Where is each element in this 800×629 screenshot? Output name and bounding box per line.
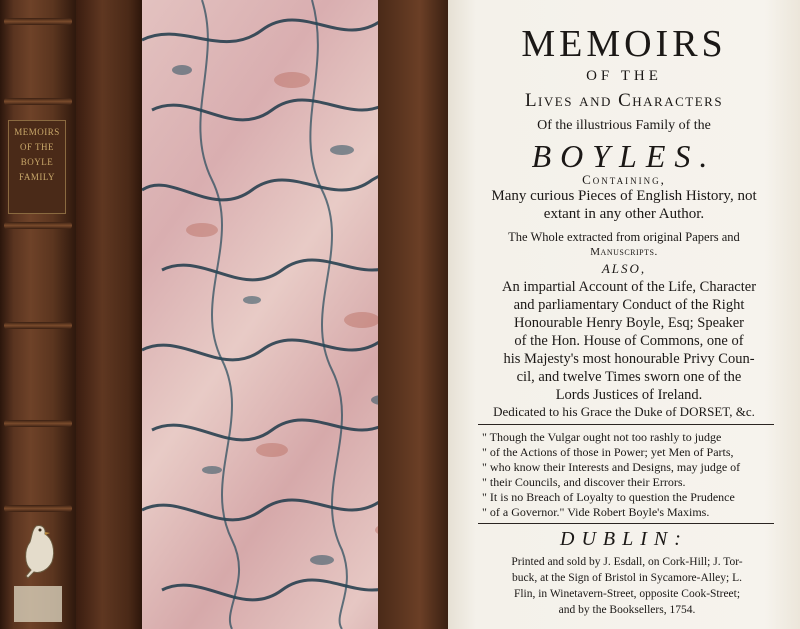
bird-bookplate-icon [18, 520, 60, 580]
spine-band [4, 420, 72, 427]
leather-board-edge [76, 0, 142, 629]
account-line-last: Lords Justices of Ireland. [555, 387, 703, 403]
rule-top [478, 424, 774, 425]
book-spine [0, 0, 76, 629]
imprint-place: DUBLIN: [560, 528, 688, 550]
imprint-line: and by the Booksellers, 1754. [558, 604, 696, 616]
account-line: An impartial Account of the Life, Character [501, 279, 757, 295]
dedication: Dedicated to his Grace the Duke of DORSET, &c. [493, 404, 755, 419]
account-line: cil, and twelve Times sworn one of the [516, 369, 742, 385]
account-line: and parliamentary Conduct of the Right [513, 297, 745, 313]
account-line: his Majesty's most honourable Privy Coun- [503, 351, 755, 367]
spine-band [4, 505, 72, 512]
spine-band [4, 18, 72, 25]
spine-paper-tag [14, 586, 62, 622]
title-memoirs: MEMOIRS [521, 23, 727, 65]
leather-corner [378, 0, 448, 629]
containing-heading: Containing, [582, 172, 666, 187]
imprint-line: buck, at the Sign of Bristol in Sycamore-Alley; L. [512, 572, 742, 584]
containing-line-1: Many curious Pieces of English History, not [491, 188, 757, 204]
imprint-line: Printed and sold by J. Esdall, on Cork-Hill; J. Tor- [511, 556, 743, 568]
spine-band [4, 98, 72, 105]
spine-band [4, 222, 72, 229]
title-lives: Lives and Characters [524, 90, 724, 111]
spine-label [8, 120, 66, 214]
containing-line-2: extant in any other Author. [543, 206, 705, 222]
also-heading: ALSO, [601, 261, 647, 276]
spine-band [4, 322, 72, 329]
spine-label-text: MEMOIRS OF THE BOYLE FAMILY [14, 127, 60, 182]
title-page [448, 0, 800, 629]
quote-line: " of a Governor." Vide Robert Boyle's Maxims. [482, 505, 710, 519]
title-of-the: OF THE [586, 68, 662, 84]
quote-line: " It is no Breach of Loyalty to question the Prudence [482, 490, 735, 504]
title-boyles: BOYLES. [531, 138, 717, 174]
account-line: of the Hon. House of Commons, one of [514, 333, 744, 349]
extracted-line-1: The Whole extracted from original Papers and [508, 230, 740, 244]
rule-bottom [478, 523, 774, 524]
quote-line: " their Councils, and discover their Errors. [482, 475, 686, 489]
quote-line: " Though the Vulgar ought not too rashly to judge [482, 430, 722, 444]
quote-line: " who know their Interests and Designs, may judge of [482, 460, 741, 474]
title-illustrious: Of the illustrious Family of the [537, 118, 711, 133]
extracted-line-2: Manuscripts. [590, 246, 658, 258]
account-line: Honourable Henry Boyle, Esq; Speaker [514, 315, 744, 331]
imprint-line: Flin, in Winetavern-Street, opposite Cook-Street; [513, 588, 741, 600]
quote-line: " of the Actions of those in Power; yet Men of Parts, [482, 445, 734, 459]
